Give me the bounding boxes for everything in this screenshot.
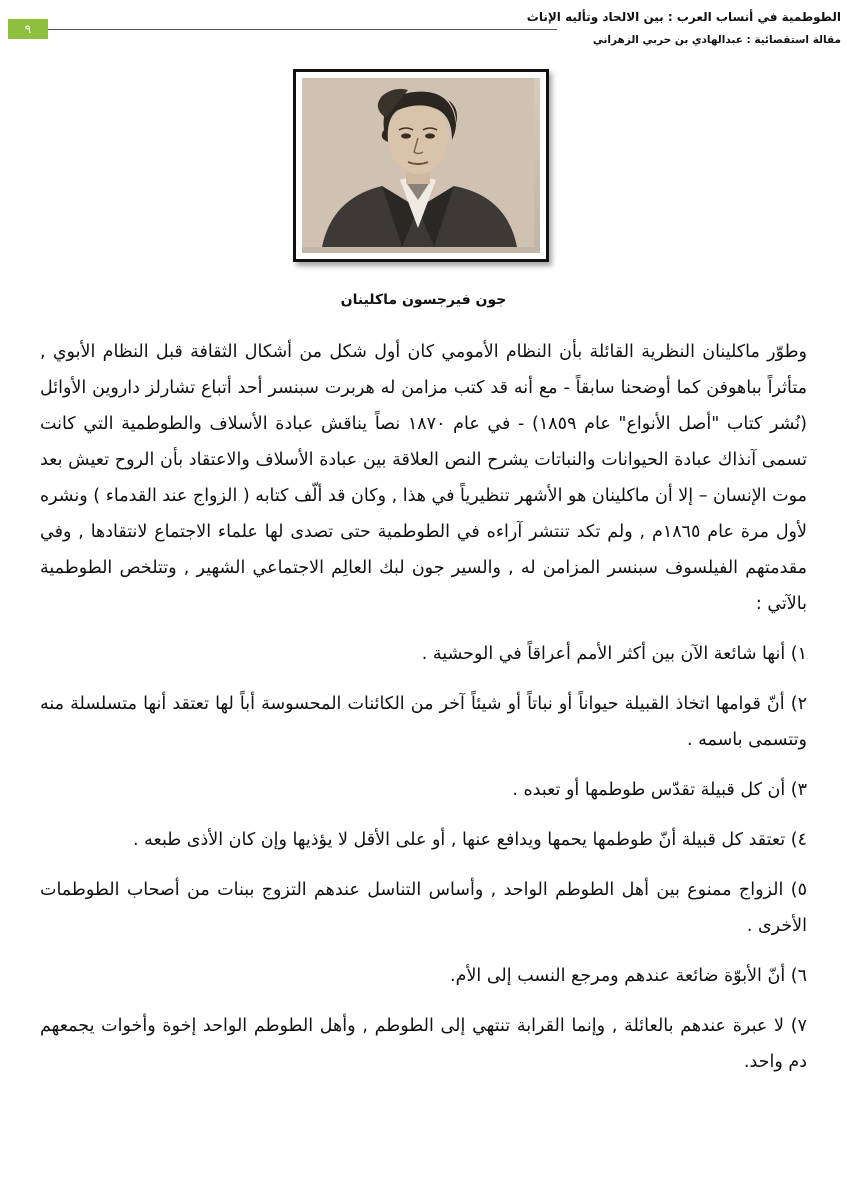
running-title: الطوطمية في أنساب العرب : بين الالحاد وتأليه الإناث: [526, 10, 841, 24]
list-item: ١) أنها شائعة الآن بين أكثر الأمم أعراقاً في الوحشية .: [421, 644, 807, 664]
portrait-image: [302, 78, 540, 253]
figure-caption: جون فيرجسون ماكلينان: [340, 292, 507, 308]
list-item: ٤) تعتقد كل قبيلة أنّ طوطمها يحمها ويدافع عنها , أو على الأقل لا يؤذيها وإن كان الأذى طبعه .: [133, 830, 807, 850]
list-item: ٣) أن كل قبيلة تقدّس طوطمها أو تعبده .: [512, 780, 807, 800]
header-rule: [48, 29, 557, 30]
list-item: ٥) الزواج ممنوع بين أهل الطوطم الواحد , وأساس التناسل عندهم التزوج ببنات من أصحاب الطوطمات الأخرى .: [40, 880, 807, 936]
running-subtitle: مقالة استقصائية : عبدالهادي بن حربي الزهراني: [592, 34, 841, 46]
portrait-engraving-icon: [302, 78, 534, 247]
article-body: [40, 334, 807, 1080]
intro-paragraph: وطوّر ماكلينان النظرية القائلة بأن النظام الأمومي كان أول شكل من أشكال الثقافة قبل النظام الأبوي , متأثراً بباهوفن كما أوضحنا سابقاً - مع أنه قد كتب مزامن له هربرت سبنسر أحد أتباع تشارلز داروين الأوائل (نُشر كتاب "أصل الأنواع" عام ١٨٥٩) - في عام ١٨٧٠ نصاً يناقش عبادة الأسلاف والطوطمية التي كانت تسمى آنذاك عبادة الحيوانات والنباتات يشرح النص العلاقة بين عبادة الأسلاف والاعتقاد بأن الروح تعيش بعد موت الإنسان – إلا أن ماكلينان هو الأشهر تنظيرياً في هذا , وكان قد ألّف كتابه ( الزواج عند القدماء ) ونشره لأول مرة عام ١٨٦٥م , ولم تكد تنتشر آراءه في الطوطمية حتى تصدى لها علماء الاجتماع لانتقادها , وفي مقدمتهم الفيلسوف سبنسر المزامن له , والسير جون لبك العالِم الاجتماعي الشهير , وتتلخص الطوطمية بالآتي :: [39, 342, 807, 614]
page-number-badge: ٩: [8, 19, 48, 39]
list-item: ٧) لا عبرة عندهم بالعائلة , وإنما القرابة تنتهي إلى الطوطم , وأهل الطوطم الواحد إخوة وأخوات يجمعهم دم واحد.: [40, 1016, 807, 1072]
portrait-figure: [293, 69, 549, 262]
page-header: [0, 0, 847, 60]
list-item: ٦) أنّ الأبوّة ضائعة عندهم ومرجع النسب إلى الأم.: [450, 966, 807, 986]
list-item: ٢) أنّ قوامها اتخاذ القبيلة حيواناً أو نباتاً أو شيئاً آخر من الكائنات المحسوسة أباً لها تعتقد أنها متسلسلة منه وتتسمى باسمه .: [40, 694, 807, 750]
